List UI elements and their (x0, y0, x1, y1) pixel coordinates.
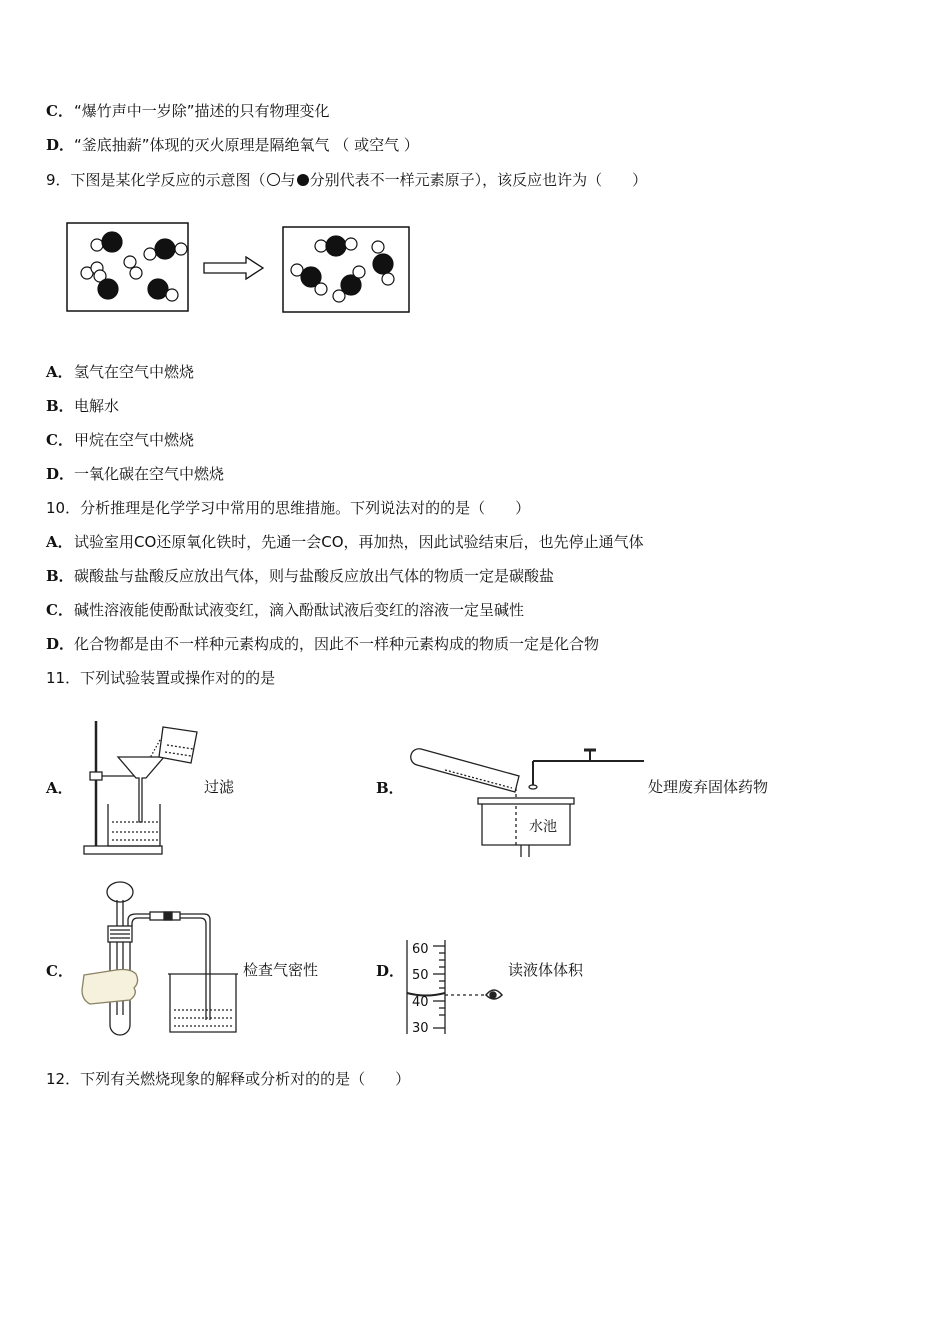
option-letter: B． (46, 397, 74, 415)
q11-option-b-label: 处理废弃固体药物 (648, 778, 769, 796)
option-text: 试验室用CO还原氧化铁时，先通一会CO，再加热，因此试验结束后，也先停止通气体 (74, 533, 644, 551)
cylinder-tick-30: 30 (412, 1021, 429, 1036)
cylinder-tick-50: 50 (412, 968, 429, 983)
q11-option-a-letter: A． (46, 779, 73, 797)
option-text: 电解水 (74, 397, 120, 415)
option-text: “爆竹声中一岁除”描述的只有物理变化 (74, 102, 330, 120)
q11-option-c-letter: C． (46, 962, 73, 980)
option-letter: C． (46, 102, 73, 120)
option-letter: A． (46, 533, 73, 551)
option-text: 氢气在空气中燃烧 (74, 363, 195, 381)
q10-stem: 10．分析推理是化学学习中常用的思维措施。下列说法对的的是（ ） (46, 499, 531, 517)
q9-stem-mid: 与 (280, 171, 296, 189)
option-letter: D． (46, 136, 75, 154)
eye-icon (486, 990, 502, 999)
q11-option-a-label: 过滤 (204, 778, 235, 796)
sink-label: 水池 (529, 819, 557, 835)
option-text: 甲烷在空气中燃烧 (74, 431, 195, 449)
q11-option-d-label: 读液体体积 (508, 961, 584, 979)
q11-option-b-letter: B． (376, 779, 404, 797)
q11-option-d-letter: D． (376, 962, 405, 980)
q12-stem: 12．下列有关燃烧现象的解释或分析对的的是（ ） (46, 1070, 411, 1088)
cylinder-tick-60: 60 (412, 942, 429, 957)
option-text: 碱性溶液能使酚酞试液变红，滴入酚酞试液后变红的溶液一定呈碱性 (74, 601, 525, 619)
q11-option-c-label: 检查气密性 (243, 961, 319, 979)
option-text: 化合物都是由不一样种元素构成的，因此不一样种元素构成的物质一定是化合物 (74, 635, 600, 653)
q11-stem: 11．下列试验装置或操作对的的是 (46, 669, 276, 687)
option-text: 碳酸盐与盐酸反应放出气体，则与盐酸反应放出气体的物质一定是碳酸盐 (74, 567, 555, 585)
option-text: “釜底抽薪”体现的灭火原理是隔绝氧气 （ 或空气 ） (74, 136, 419, 154)
option-letter: B． (46, 567, 74, 585)
option-letter: C． (46, 601, 73, 619)
option-letter: A． (46, 363, 73, 381)
option-letter: D． (46, 465, 75, 483)
option-text: 一氧化碳在空气中燃烧 (74, 465, 225, 483)
cylinder-tick-40: 40 (412, 995, 429, 1010)
q9-stem-suffix: 分别代表不一样元素原子），该反应也许为（ ） (309, 171, 648, 189)
q9-stem-prefix: 9．下图是某化学反应的示意图（ (46, 171, 266, 189)
option-letter: D． (46, 635, 75, 653)
option-letter: C． (46, 431, 73, 449)
